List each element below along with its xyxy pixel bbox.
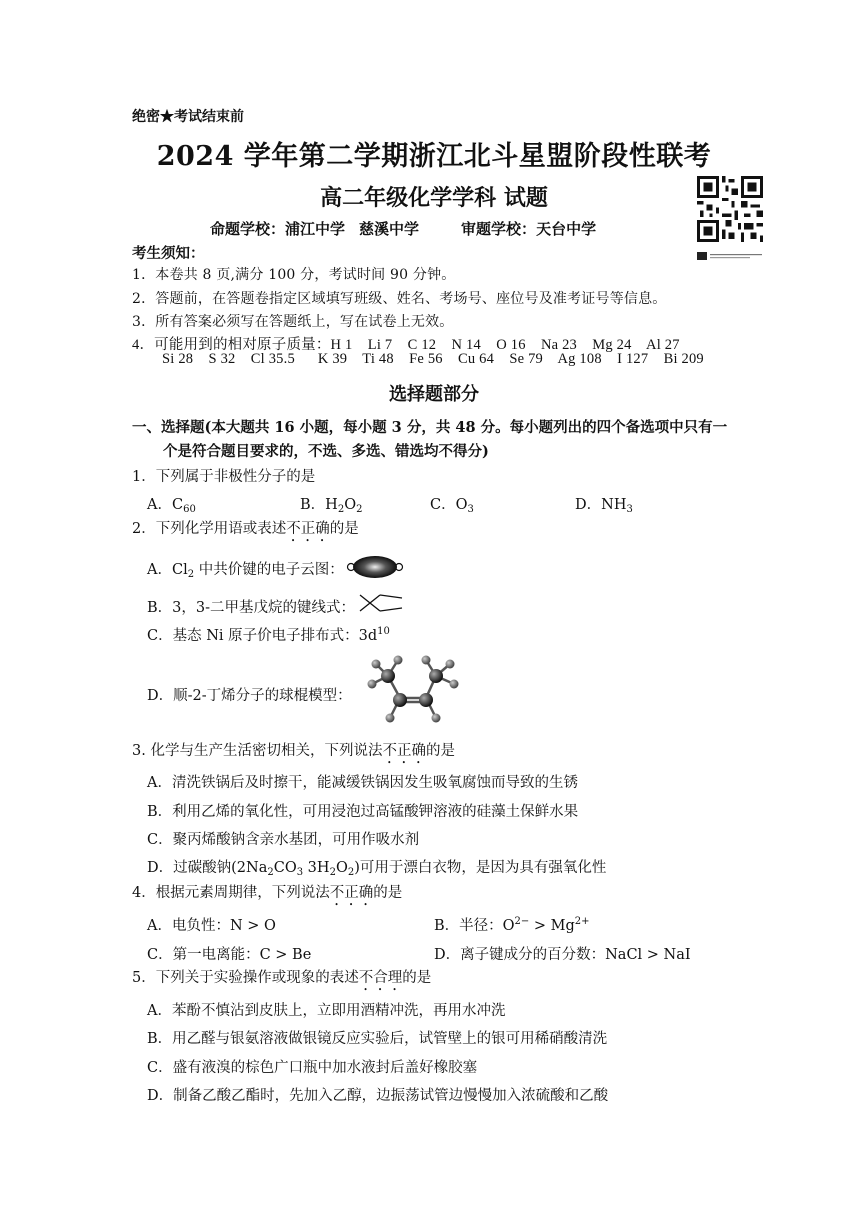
- q2-stem: 2．下列化学用语或表述不正确的是: [132, 521, 359, 537]
- q3-stem: 3. 化学与生产生活密切相关，下列说法不正确的是: [132, 743, 455, 759]
- section-title: 选择题部分: [389, 384, 479, 405]
- review-school: 天台中学: [536, 220, 597, 238]
- q3-option-b[interactable]: B．利用乙烯的氧化性，可用浸泡过高锰酸钾溶液的硅藻土保鲜水果: [147, 804, 579, 820]
- q5-option-d[interactable]: D．制备乙酸乙酯时，先加入乙醇，边振荡试管边慢慢加入浓硫酸和乙酸: [147, 1088, 609, 1104]
- q4-option-c[interactable]: C．第一电离能：C > Be: [147, 947, 312, 963]
- q3-option-c[interactable]: C．聚丙烯酸钠含亲水基团，可用作吸水剂: [147, 832, 420, 848]
- schools-line: [210, 218, 596, 239]
- set-school-2: 慈溪中学: [359, 220, 420, 238]
- q5-option-a[interactable]: A．苯酚不慎沾到皮肤上，立即用酒精冲洗，再用水冲洗: [147, 1003, 506, 1019]
- q1-option-c[interactable]: C．$O_3$: [430, 497, 474, 515]
- exam-subtitle: 高二年级化学学科 试题: [320, 185, 548, 211]
- q5-option-c[interactable]: C．盛有液溴的棕色广口瓶中加水液封后盖好橡胶塞: [147, 1060, 478, 1076]
- notice-heading: 考生须知：: [132, 245, 205, 262]
- set-schools-label: 命题学校：: [210, 220, 286, 238]
- notice-item: 3．所有答案必须写在答题纸上，写在试卷上无效。: [132, 314, 454, 330]
- section-heading-line-1: 一、选择题(本大题共 16 小题，每小题 3 分，共 48 分。每小题列出的四个备选项中只有一: [132, 419, 728, 436]
- q1-option-b[interactable]: B．$H_2O_2$: [300, 497, 363, 515]
- q4-option-d[interactable]: D．离子键成分的百分数：NaCl > NaI: [434, 947, 691, 963]
- notice-item: 2．答题前，在答题卷指定区域填写班级、姓名、考场号、座位号及准考证号等信息。: [132, 291, 667, 307]
- q1-stem: 1．下列属于非极性分子的是: [132, 469, 316, 485]
- q3-option-d[interactable]: D．过碳酸钠($2Na_2CO_3$ $3H_2O_2$)可用于漂白衣物，是因为具有强氧化性: [147, 860, 607, 878]
- electron-cloud-diagram: [346, 554, 404, 580]
- atomic-masses-line-2: Si 28 S 32 Cl 35.5 K 39 Ti 48 Fe 56 Cu 64 Se 79 Ag 108 I 127 Bi 209: [162, 351, 704, 367]
- confidential-label: 绝密★考试结束前: [132, 109, 244, 125]
- q4-stem: 4．根据元素周期律，下列说法不正确的是: [132, 885, 403, 901]
- q2-option-a[interactable]: A．$Cl_2$ 中共价键的电子云图：: [147, 562, 344, 580]
- q2-option-b[interactable]: B．3，3-二甲基戊烷的键线式：: [147, 600, 356, 616]
- notice-item: 1．本卷共 8 页,满分 100 分，考试时间 90 分钟。: [132, 267, 456, 283]
- q2-option-c[interactable]: C．基态 Ni 原子价电子排布式：$3d^{10}$: [147, 626, 390, 644]
- q2-option-d[interactable]: D．顺-2-丁烯分子的球棍模型：: [147, 688, 352, 704]
- atomic-masses-line-1: 4．可能用到的相对原子质量：H 1 Li 7 C 12 N 14 O 16 Na 23 Mg 24 Al 27: [132, 337, 680, 353]
- section-heading-line-2: 个是符合题目要求的，不选、多选、错选均不得分): [163, 443, 489, 460]
- q1-option-d[interactable]: D．$NH_3$: [575, 497, 633, 515]
- q4-option-b[interactable]: B．半径：$O^{2-} > Mg^{2+}$: [434, 916, 590, 934]
- q3-option-a[interactable]: A．清洗铁锅后及时擦干，能减缓铁锅因发生吸氧腐蚀而导致的生锈: [147, 775, 578, 791]
- q1-option-a[interactable]: A．$C_{60}$: [147, 497, 196, 515]
- qr-caption: [697, 246, 763, 256]
- q4-option-a[interactable]: A．电负性：N > O: [147, 918, 276, 934]
- ball-and-stick-model-diagram: [360, 652, 470, 730]
- qr-code-icon[interactable]: [697, 176, 763, 242]
- q5-stem: 5．下列关于实验操作或现象的表述不合理的是: [132, 970, 432, 986]
- set-school-1: 浦江中学: [285, 220, 346, 238]
- skeletal-formula-diagram: [358, 592, 404, 614]
- q5-option-b[interactable]: B．用乙醛与银氨溶液做银镜反应实验后，试管壁上的银可用稀硝酸清洗: [147, 1031, 608, 1047]
- exam-title: 2024 学年第二学期浙江北斗星盟阶段性联考: [156, 141, 712, 172]
- review-schools-label: 审题学校：: [461, 220, 537, 238]
